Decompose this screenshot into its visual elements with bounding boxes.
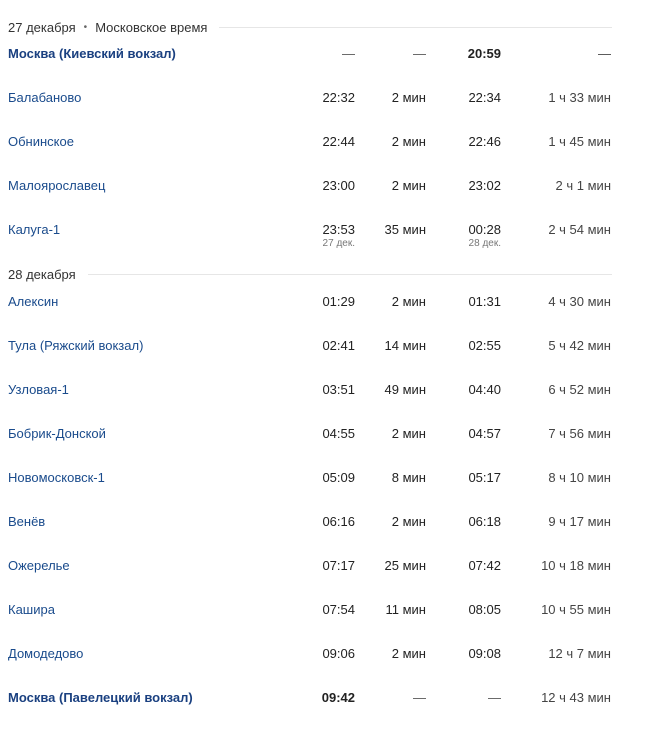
departure-time: 07:42 (468, 558, 501, 573)
departure-time: 04:57 (468, 426, 501, 441)
table-row (0, 688, 645, 728)
separator-dot: • (83, 21, 88, 33)
date-label: 27 декабря (8, 19, 76, 35)
timezone-label: Московское время (95, 19, 208, 35)
departure-time: 22:46 (468, 134, 501, 149)
departure-time: 04:40 (468, 382, 501, 397)
table-row (0, 424, 645, 464)
travel-time: 5 ч 42 мин (548, 338, 611, 353)
stop-duration: 11 мин (385, 602, 426, 617)
arrival-time: 09:42 (321, 690, 355, 705)
station-link[interactable]: Кашира (8, 602, 55, 617)
travel-time: — (598, 46, 611, 61)
stop-duration: 2 мин (391, 294, 426, 309)
travel-time: 10 ч 18 мин (541, 558, 611, 573)
table-row (0, 336, 645, 376)
station-link[interactable]: Москва (Павелецкий вокзал) (8, 690, 193, 705)
arrival-time: 07:54 (322, 602, 355, 617)
travel-time: 9 ч 17 мин (548, 514, 611, 529)
arrival-time: 22:44 (322, 134, 355, 149)
travel-time: 4 ч 30 мин (548, 294, 611, 309)
travel-time: 10 ч 55 мин (541, 602, 611, 617)
travel-time: 2 ч 1 мин (555, 178, 611, 193)
station-link[interactable]: Алексин (8, 294, 59, 309)
station-link[interactable]: Малоярославец (8, 178, 106, 193)
station-link[interactable]: Бобрик-Донской (8, 426, 106, 441)
departure-time: 20:59 (467, 46, 501, 61)
travel-time: 1 ч 45 мин (548, 134, 611, 149)
station-link[interactable]: Москва (Киевский вокзал) (8, 46, 176, 61)
departure-time: 06:18 (468, 514, 501, 529)
departure-date-note: 28 дек. (468, 238, 501, 249)
station-link[interactable]: Узловая-1 (8, 382, 69, 397)
departure-time: 05:17 (468, 470, 501, 485)
date-header-1 (8, 16, 612, 38)
arrival-time: 09:06 (322, 646, 355, 661)
departure-time: 22:34 (468, 90, 501, 105)
date-header-2 (8, 263, 612, 285)
station-link[interactable]: Домодедово (8, 646, 84, 661)
stop-duration: 25 мин (384, 558, 426, 573)
travel-time: 7 ч 56 мин (548, 426, 611, 441)
table-row (0, 132, 645, 172)
travel-time: 12 ч 43 мин (541, 690, 611, 705)
departure-time: — (488, 690, 501, 705)
table-row (0, 512, 645, 552)
arrival-time: 07:17 (322, 558, 355, 573)
stop-duration: 14 мин (384, 338, 426, 353)
arrival-time: 04:55 (322, 426, 355, 441)
station-link[interactable]: Новомосковск-1 (8, 470, 105, 485)
table-row (0, 600, 645, 640)
table-row (0, 380, 645, 420)
stop-duration: — (413, 46, 426, 61)
arrival-time: 22:32 (322, 90, 355, 105)
departure-time: 01:31 (468, 294, 501, 309)
table-row (0, 88, 645, 128)
table-row (0, 176, 645, 216)
departure-time: 00:28 (468, 222, 501, 237)
table-row (0, 44, 645, 84)
stop-duration: 2 мин (391, 134, 426, 149)
date-label: 28 декабря (8, 266, 76, 282)
arrival-time: 01:29 (322, 294, 355, 309)
divider (88, 274, 612, 275)
station-link[interactable]: Венёв (8, 514, 46, 529)
departure-time: 08:05 (468, 602, 501, 617)
travel-time: 8 ч 10 мин (548, 470, 611, 485)
arrival-time: 05:09 (322, 470, 355, 485)
stop-duration: 2 мин (391, 646, 426, 661)
travel-time: 6 ч 52 мин (548, 382, 611, 397)
stop-duration: 49 мин (384, 382, 426, 397)
arrival-time: 23:53 (322, 222, 355, 237)
table-row (0, 292, 645, 332)
travel-time: 2 ч 54 мин (548, 222, 611, 237)
arrival-date-note: 27 дек. (322, 238, 355, 249)
station-link[interactable]: Обнинское (8, 134, 74, 149)
arrival-time: 02:41 (322, 338, 355, 353)
table-row (0, 220, 645, 260)
station-link[interactable]: Калуга-1 (8, 222, 61, 237)
travel-time: 1 ч 33 мин (548, 90, 611, 105)
stop-duration: 2 мин (391, 426, 426, 441)
stop-duration: 2 мин (391, 90, 426, 105)
stop-duration: 8 мин (391, 470, 426, 485)
stop-duration: 35 мин (384, 222, 426, 237)
table-row (0, 468, 645, 508)
travel-time: 12 ч 7 мин (548, 646, 611, 661)
stop-duration: 2 мин (391, 514, 426, 529)
departure-time: 09:08 (468, 646, 501, 661)
stop-duration: — (413, 690, 426, 705)
departure-time: 02:55 (468, 338, 501, 353)
table-row (0, 644, 645, 684)
departure-time: 23:02 (468, 178, 501, 193)
arrival-time: 23:00 (322, 178, 355, 193)
station-link[interactable]: Тула (Ряжский вокзал) (8, 338, 144, 353)
station-link[interactable]: Балабаново (8, 90, 82, 105)
arrival-time: 03:51 (322, 382, 355, 397)
station-link[interactable]: Ожерелье (8, 558, 70, 573)
table-row (0, 556, 645, 596)
stop-duration: 2 мин (391, 178, 426, 193)
divider (219, 27, 612, 28)
arrival-time: 06:16 (322, 514, 355, 529)
arrival-time: — (342, 46, 355, 61)
